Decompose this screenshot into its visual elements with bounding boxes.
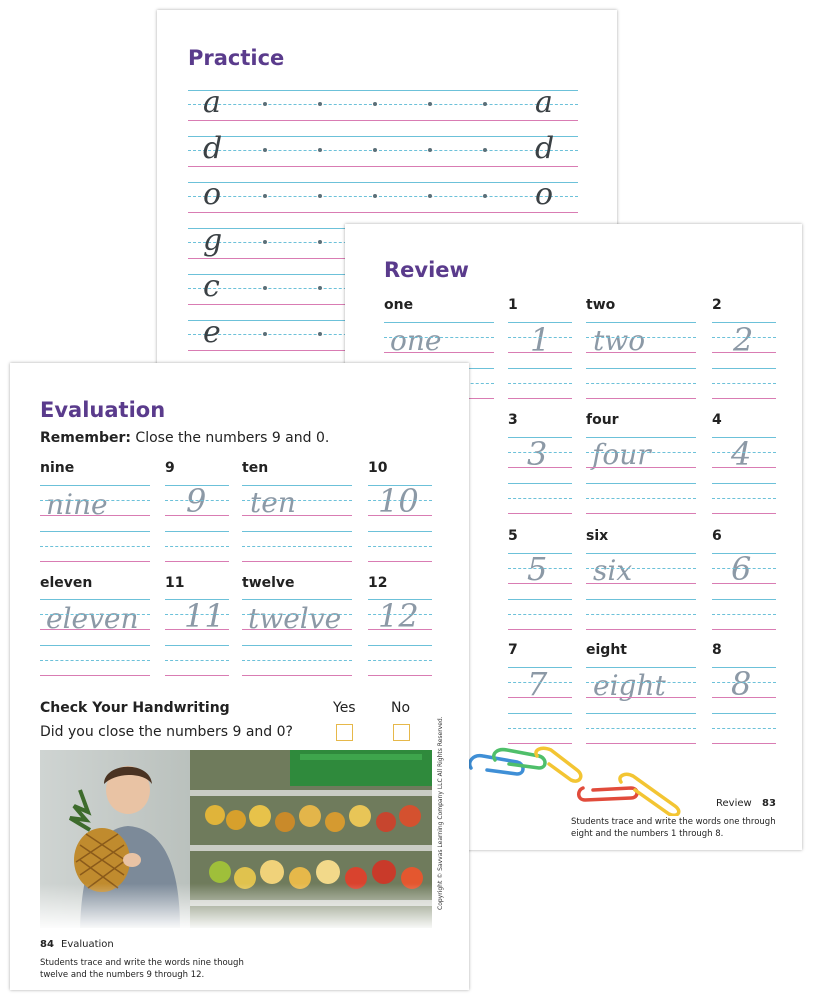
review-trace-word: 7 <box>527 665 548 703</box>
ruled-line <box>586 467 696 468</box>
ruled-line <box>242 515 352 516</box>
evaluation-word-label: 10 <box>368 460 388 476</box>
practice-dot <box>263 148 267 152</box>
ruled-line <box>508 713 572 714</box>
ruled-line <box>384 337 494 338</box>
ruled-line <box>368 599 432 600</box>
ruled-line <box>508 337 572 338</box>
ruled-line <box>586 713 696 714</box>
review-trace-word: 3 <box>527 435 548 473</box>
ruled-line <box>586 629 696 630</box>
ruled-line <box>508 743 572 744</box>
ruled-line <box>586 337 696 338</box>
practice-dot <box>373 102 377 106</box>
ruled-line <box>165 599 229 600</box>
ruled-line <box>586 553 696 554</box>
evaluation-footer-label: Evaluation <box>61 939 114 950</box>
evaluation-trace-word: nine <box>46 488 108 521</box>
ruled-line <box>165 531 229 532</box>
review-word-label: 8 <box>712 642 722 658</box>
ruled-line <box>508 498 572 499</box>
ruled-line <box>586 583 696 584</box>
practice-title: Practice <box>188 46 285 70</box>
review-word-label: 7 <box>508 642 518 658</box>
review-word-label: two <box>586 297 616 313</box>
ruled-line <box>586 513 696 514</box>
ruled-line <box>40 531 150 532</box>
ruled-line <box>586 322 696 323</box>
practice-dot <box>373 148 377 152</box>
ruled-line <box>508 398 572 399</box>
ruled-line <box>242 675 352 676</box>
practice-dot <box>318 194 322 198</box>
ruled-line <box>384 352 494 353</box>
ruled-line <box>586 368 696 369</box>
ruled-line <box>586 398 696 399</box>
ruled-line <box>40 500 150 501</box>
review-word-label: one <box>384 297 414 313</box>
review-word-label: 1 <box>508 297 518 313</box>
evaluation-word-label: 12 <box>368 575 388 591</box>
ruled-line <box>586 568 696 569</box>
ruled-line <box>712 337 776 338</box>
ruled-line <box>508 568 572 569</box>
evaluation-word-label: twelve <box>242 575 295 591</box>
ruled-line <box>40 546 150 547</box>
ruled-line <box>368 515 432 516</box>
review-teacher-note: Students trace and write the words one through eight and the numbers 1 through 8. <box>571 817 776 839</box>
ruled-line <box>40 599 150 600</box>
ruled-line <box>242 599 352 600</box>
evaluation-teacher-note: Students trace and write the words nine though twelve and the numbers 9 through 12. <box>40 958 244 980</box>
copyright-notice: Copyright © Savvas Learning Company LLC All Rights Reserved. <box>437 716 444 910</box>
ruled-line <box>368 500 432 501</box>
ruled-line <box>40 561 150 562</box>
review-trace-word: 4 <box>731 435 752 473</box>
ruled-line <box>242 645 352 646</box>
practice-letter: a <box>535 85 553 120</box>
ruled-line <box>586 667 696 668</box>
ruled-line <box>712 743 776 744</box>
practice-dot <box>263 102 267 106</box>
ruled-line <box>40 660 150 661</box>
review-trace-word: 8 <box>731 665 752 703</box>
practice-letter: d <box>535 131 555 166</box>
ruled-line <box>188 120 578 121</box>
ruled-line <box>586 498 696 499</box>
ruled-line <box>508 697 572 698</box>
yellow-paper-clip <box>536 748 581 781</box>
ruled-line <box>508 368 572 369</box>
ruled-line <box>165 485 229 486</box>
practice-letter: o <box>535 177 554 212</box>
ruled-line <box>368 675 432 676</box>
check-handwriting-heading: Check Your Handwriting <box>40 700 230 716</box>
ruled-line <box>165 561 229 562</box>
ruled-line <box>508 667 572 668</box>
evaluation-title: Evaluation <box>40 398 166 422</box>
ruled-line <box>242 614 352 615</box>
review-trace-word: four <box>592 438 651 471</box>
ruled-line <box>368 561 432 562</box>
practice-letter: d <box>203 131 223 166</box>
review-trace-word: 2 <box>733 321 754 359</box>
practice-dot <box>428 148 432 152</box>
ruled-line <box>508 483 572 484</box>
practice-letter: o <box>203 177 222 212</box>
practice-dot <box>483 102 487 106</box>
practice-dot <box>483 148 487 152</box>
ruled-line <box>508 583 572 584</box>
practice-dot <box>318 286 322 290</box>
ruled-line <box>508 682 572 683</box>
ruled-line <box>188 212 578 213</box>
ruled-line <box>508 452 572 453</box>
practice-dot <box>318 240 322 244</box>
review-trace-word: 5 <box>527 550 548 588</box>
ruled-line <box>242 546 352 547</box>
evaluation-page <box>10 363 469 990</box>
ruled-line <box>165 629 229 630</box>
ruled-line <box>188 104 578 105</box>
ruled-line <box>586 352 696 353</box>
ruled-line <box>368 614 432 615</box>
ruled-line <box>368 629 432 630</box>
ruled-line <box>242 485 352 486</box>
remember-instruction <box>40 430 329 446</box>
ruled-line <box>712 568 776 569</box>
ruled-line <box>712 352 776 353</box>
grocery-photo <box>40 750 432 928</box>
ruled-line <box>508 513 572 514</box>
ruled-line <box>508 614 572 615</box>
ruled-line <box>40 629 150 630</box>
review-word-label: 2 <box>712 297 722 313</box>
review-trace-word: two <box>593 324 646 357</box>
ruled-line <box>586 452 696 453</box>
ruled-line <box>712 483 776 484</box>
ruled-line <box>40 485 150 486</box>
ruled-line <box>165 645 229 646</box>
practice-letter: g <box>203 223 223 258</box>
ruled-line <box>586 599 696 600</box>
evaluation-trace-word: 11 <box>184 597 225 635</box>
evaluation-word-label: nine <box>40 460 75 476</box>
ruled-line <box>508 352 572 353</box>
evaluation-trace-word: ten <box>250 486 296 519</box>
ruled-line <box>712 322 776 323</box>
ruled-line <box>165 614 229 615</box>
review-word-label: six <box>586 528 609 544</box>
ruled-line <box>712 728 776 729</box>
practice-dot <box>263 240 267 244</box>
ruled-line <box>165 515 229 516</box>
ruled-line <box>368 546 432 547</box>
review-word-label: 6 <box>712 528 722 544</box>
review-word-label: four <box>586 412 619 428</box>
ruled-line <box>188 136 578 137</box>
check-question: Did you close the numbers 9 and 0? <box>40 724 293 740</box>
ruled-line <box>40 675 150 676</box>
yellow-paper-clip-2 <box>620 774 679 815</box>
ruled-line <box>712 583 776 584</box>
ruled-line <box>508 629 572 630</box>
practice-dot <box>373 194 377 198</box>
ruled-line <box>188 150 578 151</box>
review-trace-word: eight <box>593 669 666 702</box>
review-word-label: 3 <box>508 412 518 428</box>
evaluation-trace-word: 10 <box>378 482 419 520</box>
practice-letter: c <box>203 269 220 304</box>
ruled-line <box>712 452 776 453</box>
practice-dot <box>263 286 267 290</box>
paper-clips-image <box>465 746 715 816</box>
ruled-line <box>188 196 578 197</box>
practice-dot <box>263 332 267 336</box>
ruled-line <box>242 500 352 501</box>
ruled-line <box>165 546 229 547</box>
ruled-line <box>712 368 776 369</box>
ruled-line <box>508 467 572 468</box>
ruled-line <box>508 437 572 438</box>
ruled-line <box>242 561 352 562</box>
ruled-line <box>368 531 432 532</box>
review-title: Review <box>384 258 469 282</box>
evaluation-trace-word: 12 <box>378 597 419 635</box>
yes-checkbox[interactable] <box>336 724 353 741</box>
ruled-line <box>508 383 572 384</box>
review-footer-page: 83 <box>762 798 776 809</box>
ruled-line <box>165 675 229 676</box>
ruled-line <box>368 485 432 486</box>
practice-dot <box>483 194 487 198</box>
ruled-line <box>712 629 776 630</box>
evaluation-trace-word: 9 <box>186 482 207 520</box>
remember-label: Remember: <box>40 430 131 446</box>
ruled-line <box>586 483 696 484</box>
evaluation-word-label: eleven <box>40 575 93 591</box>
review-footer-label: Review <box>716 798 752 809</box>
ruled-line <box>712 614 776 615</box>
ruled-line <box>165 500 229 501</box>
ruled-line <box>586 682 696 683</box>
red-paper-clip <box>579 788 637 800</box>
ruled-line <box>384 322 494 323</box>
review-word-label: 4 <box>712 412 722 428</box>
ruled-line <box>188 182 578 183</box>
evaluation-word-label: 9 <box>165 460 175 476</box>
ruled-line <box>712 553 776 554</box>
ruled-line <box>40 645 150 646</box>
review-trace-word: 1 <box>530 321 551 359</box>
practice-dot <box>318 148 322 152</box>
ruled-line <box>712 682 776 683</box>
ruled-line <box>712 697 776 698</box>
evaluation-footer-page: 84 <box>40 939 54 950</box>
ruled-line <box>586 383 696 384</box>
practice-letter: e <box>203 315 221 350</box>
ruled-line <box>165 660 229 661</box>
practice-dot <box>318 102 322 106</box>
review-trace-word: six <box>593 554 633 587</box>
ruled-line <box>712 599 776 600</box>
ruled-line <box>508 599 572 600</box>
ruled-line <box>712 498 776 499</box>
yes-label: Yes <box>333 700 356 716</box>
ruled-line <box>586 697 696 698</box>
practice-dot <box>428 102 432 106</box>
ruled-line <box>188 90 578 91</box>
evaluation-trace-word: eleven <box>46 602 139 635</box>
ruled-line <box>242 629 352 630</box>
evaluation-word-label: ten <box>242 460 269 476</box>
no-checkbox[interactable] <box>393 724 410 741</box>
review-trace-word: 6 <box>731 550 752 588</box>
ruled-line <box>586 437 696 438</box>
ruled-line <box>40 614 150 615</box>
ruled-line <box>712 513 776 514</box>
ruled-line <box>712 467 776 468</box>
ruled-line <box>188 166 578 167</box>
practice-dot <box>263 194 267 198</box>
ruled-line <box>508 322 572 323</box>
ruled-line <box>712 383 776 384</box>
ruled-line <box>712 713 776 714</box>
ruled-line <box>586 743 696 744</box>
ruled-line <box>508 553 572 554</box>
remember-text: Close the numbers 9 and 0. <box>135 430 330 446</box>
review-word-label: 5 <box>508 528 518 544</box>
ruled-line <box>586 614 696 615</box>
practice-letter: a <box>203 85 221 120</box>
practice-dot <box>318 332 322 336</box>
ruled-line <box>712 437 776 438</box>
ruled-line <box>40 515 150 516</box>
ruled-line <box>712 398 776 399</box>
ruled-line <box>508 728 572 729</box>
ruled-line <box>242 531 352 532</box>
ruled-line <box>368 645 432 646</box>
review-trace-word: one <box>390 324 442 357</box>
review-word-label: eight <box>586 642 627 658</box>
ruled-line <box>586 728 696 729</box>
ruled-line <box>368 660 432 661</box>
ruled-line <box>712 667 776 668</box>
evaluation-word-label: 11 <box>165 575 185 591</box>
practice-dot <box>428 194 432 198</box>
ruled-line <box>242 660 352 661</box>
no-label: No <box>391 700 411 716</box>
evaluation-trace-word: twelve <box>248 602 342 635</box>
